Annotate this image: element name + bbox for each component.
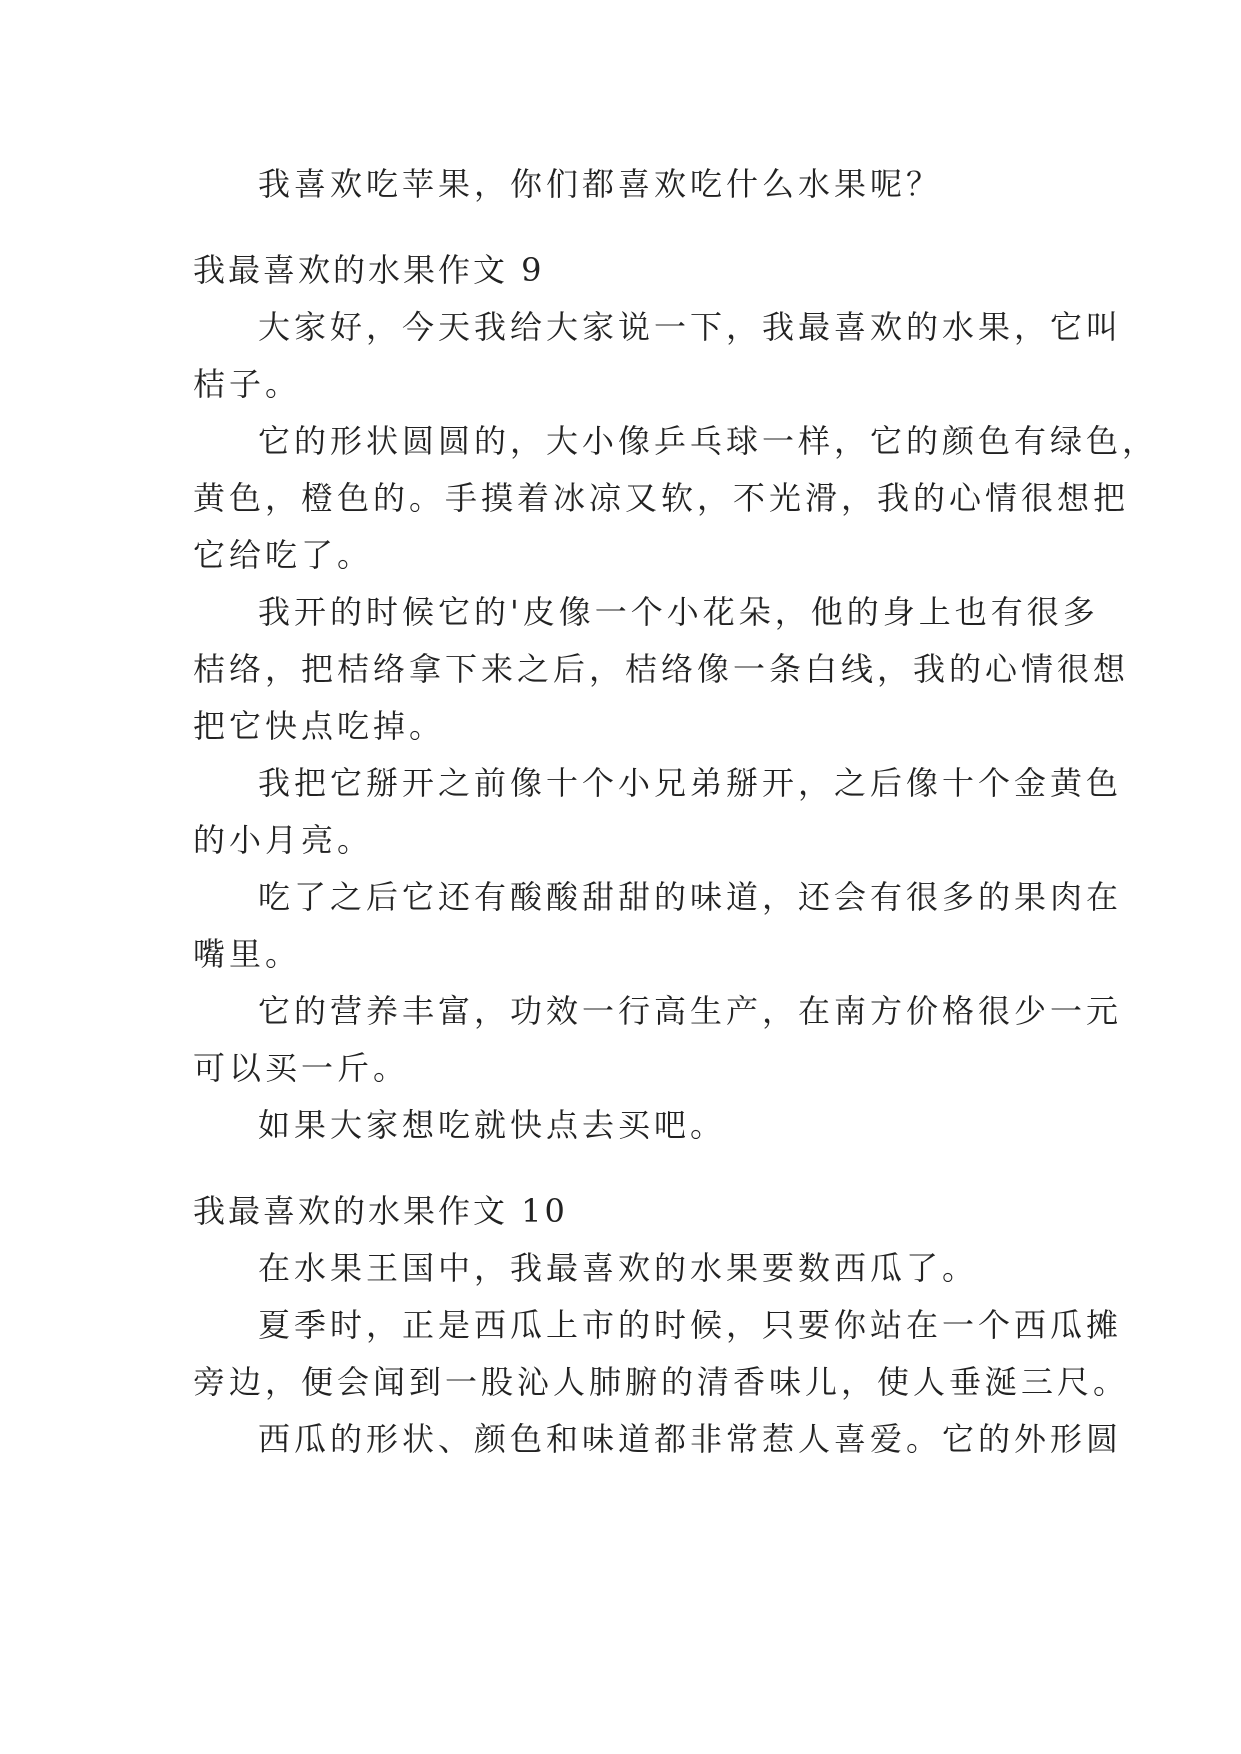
text-line: 如果大家想吃就快点去买吧。	[258, 1106, 727, 1144]
text-line: 的小月亮。	[193, 821, 374, 859]
text-line: 我喜欢吃苹果，你们都喜欢吃什么水果呢？	[258, 165, 943, 203]
text-line: 桔络，把桔络拿下来之后，桔络像一条白线，我的心情很想	[193, 650, 1130, 688]
text-line: 桔子。	[193, 365, 302, 403]
text-line: 西瓜的形状、颜色和味道都非常惹人喜爱。它的外形圆	[258, 1420, 1123, 1458]
text-line: 我把它掰开之前像十个小兄弟掰开，之后像十个金黄色	[258, 764, 1123, 802]
section-heading: 我最喜欢的水果作文 9	[193, 251, 545, 289]
section-heading: 我最喜欢的水果作文 10	[193, 1192, 568, 1230]
text-line: 把它快点吃掉。	[193, 707, 446, 745]
text-line: 它的形状圆圆的，大小像乒乓球一样，它的颜色有绿色，	[258, 422, 1159, 460]
text-line: 嘴里。	[193, 935, 302, 973]
text-line: 它给吃了。	[193, 536, 374, 574]
text-line: 吃了之后它还有酸酸甜甜的味道，还会有很多的果肉在	[258, 878, 1123, 916]
text-line: 夏季时，正是西瓜上市的时候，只要你站在一个西瓜摊	[258, 1306, 1123, 1344]
text-line: 大家好，今天我给大家说一下，我最喜欢的水果，它叫	[258, 308, 1123, 346]
text-line: 我开的时候它的'皮像一个小花朵，他的身上也有很多	[258, 593, 1099, 631]
text-line: 旁边，便会闻到一股沁人肺腑的清香味儿，使人垂涎三尺。	[193, 1363, 1130, 1401]
text-line: 黄色，橙色的。手摸着冰凉又软，不光滑，我的心情很想把	[193, 479, 1130, 517]
text-line: 在水果王国中，我最喜欢的水果要数西瓜了。	[258, 1249, 979, 1287]
text-line: 可以买一斤。	[193, 1049, 410, 1087]
text-line: 它的营养丰富，功效一行高生产，在南方价格很少一元	[258, 992, 1123, 1030]
